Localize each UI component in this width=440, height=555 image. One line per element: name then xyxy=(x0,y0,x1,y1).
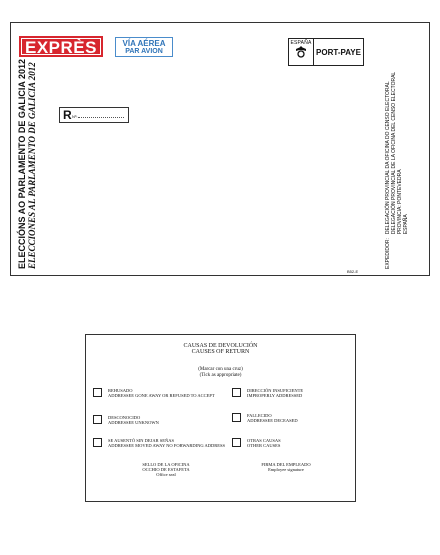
signature-es: FIRMA DEL EMPLEADO xyxy=(261,462,311,467)
post-horn-icon xyxy=(289,46,313,61)
registered-number-line xyxy=(78,117,124,118)
option-checkbox[interactable] xyxy=(93,438,102,447)
option-label-en: ADDRESSEE UNKNOWN xyxy=(108,420,159,425)
card-subtitle: CAUSES OF RETURN xyxy=(191,349,250,355)
employee-signature-label xyxy=(236,462,336,472)
express-label xyxy=(19,36,103,57)
option-label-es: SE AUSENTÓ SIN DEJAR SEÑAS xyxy=(108,438,175,443)
option-text xyxy=(108,388,215,398)
postal-country: ESPAÑA xyxy=(290,40,312,46)
postal-logo xyxy=(289,39,314,65)
option-other-causes[interactable] xyxy=(232,438,281,448)
option-unknown[interactable] xyxy=(93,415,159,425)
office-seal-label xyxy=(116,462,216,477)
option-checkbox[interactable] xyxy=(93,388,102,397)
option-text xyxy=(247,438,281,448)
office-seal-es: SELLO DE LA OFICINA xyxy=(142,462,190,467)
option-text xyxy=(247,388,303,398)
card-title: CAUSAS DE DEVOLUCIÓN xyxy=(183,343,258,349)
election-title xyxy=(17,59,37,269)
option-label-en: ADDRESSEE MOVED AWAY NO FORWARDING ADDRESS xyxy=(108,443,225,448)
return-causes-card xyxy=(85,334,356,502)
option-checkbox[interactable] xyxy=(232,413,241,422)
option-insufficient-address[interactable] xyxy=(232,388,303,398)
office-seal-en: OCCHIO DE ESTAFETA xyxy=(142,467,190,472)
option-text xyxy=(108,438,225,448)
option-text xyxy=(108,415,159,425)
option-label-es: OTRAS CAUSAS xyxy=(247,438,281,443)
sender-line: PROVINCIA: PONTEVEDRA xyxy=(397,169,403,235)
envelope-front xyxy=(10,22,430,276)
option-refused[interactable] xyxy=(93,388,215,398)
option-label-en: OTHER CAUSES xyxy=(247,443,281,448)
signature-en: Employee signature xyxy=(268,467,304,472)
envelope-code: B52-E xyxy=(347,269,359,274)
title-galician: ELECCIÓNS AO PARLAMENTO DE GALICIA 2012 xyxy=(17,58,27,269)
sender-line: DELEGACIÓN PROVINCIAL DE LA OFICINA DEL CENSO ELECTORAL xyxy=(391,71,397,235)
airmail-line1: VÍA AÉREA xyxy=(122,39,166,48)
option-checkbox[interactable] xyxy=(232,438,241,447)
card-header xyxy=(86,343,355,355)
sender-label: EXPEDIDOR: xyxy=(385,238,391,269)
option-label-en: ADDRESSEE GONE AWAY OR REFUSED TO ACCEPT xyxy=(108,393,215,398)
option-label-es: REHUSADO xyxy=(108,388,133,393)
title-spanish: ELECCIONES AL PARLAMENTO DE GALICIA 2012 xyxy=(27,62,37,269)
option-label-en: ADDRESSEE DECEASED xyxy=(247,418,298,423)
registered-mark: R xyxy=(63,108,72,122)
registered-number-box xyxy=(59,107,129,123)
port-paye-stamp xyxy=(288,38,364,66)
registered-number-label: Nº: xyxy=(72,114,78,119)
option-text xyxy=(247,413,298,423)
office-seal-sub: Office seal xyxy=(156,472,176,477)
card-instructions xyxy=(86,367,355,379)
option-label-es: DESCONOCIDO xyxy=(108,415,141,420)
express-label-text: EXPRÈS xyxy=(22,39,100,54)
sender-address xyxy=(385,72,409,234)
port-paye-label: PORT-PAYE xyxy=(316,47,361,57)
option-checkbox[interactable] xyxy=(93,415,102,424)
option-label-en: IMPROPERLY ADDRESSED xyxy=(247,393,303,398)
instruction-en: (Tick as appropriate) xyxy=(199,373,242,378)
option-checkbox[interactable] xyxy=(232,388,241,397)
sender-line: DELEGACIÓN PROVINCIAL DA OFICINA DO CENSO ELECTORAL xyxy=(385,81,391,235)
option-label-es: FALLECIDO xyxy=(247,413,272,418)
sender-block xyxy=(385,72,409,269)
airmail-label xyxy=(115,37,173,57)
airmail-line2: PAR AVION xyxy=(125,48,163,55)
option-label-es: DIRECCIÓN INSUFICIENTE xyxy=(247,388,304,393)
instruction-es: (Marcar con una cruz) xyxy=(198,367,243,372)
option-moved-away[interactable] xyxy=(93,438,225,448)
option-deceased[interactable] xyxy=(232,413,298,423)
sender-line: ESPAÑA xyxy=(403,214,409,235)
